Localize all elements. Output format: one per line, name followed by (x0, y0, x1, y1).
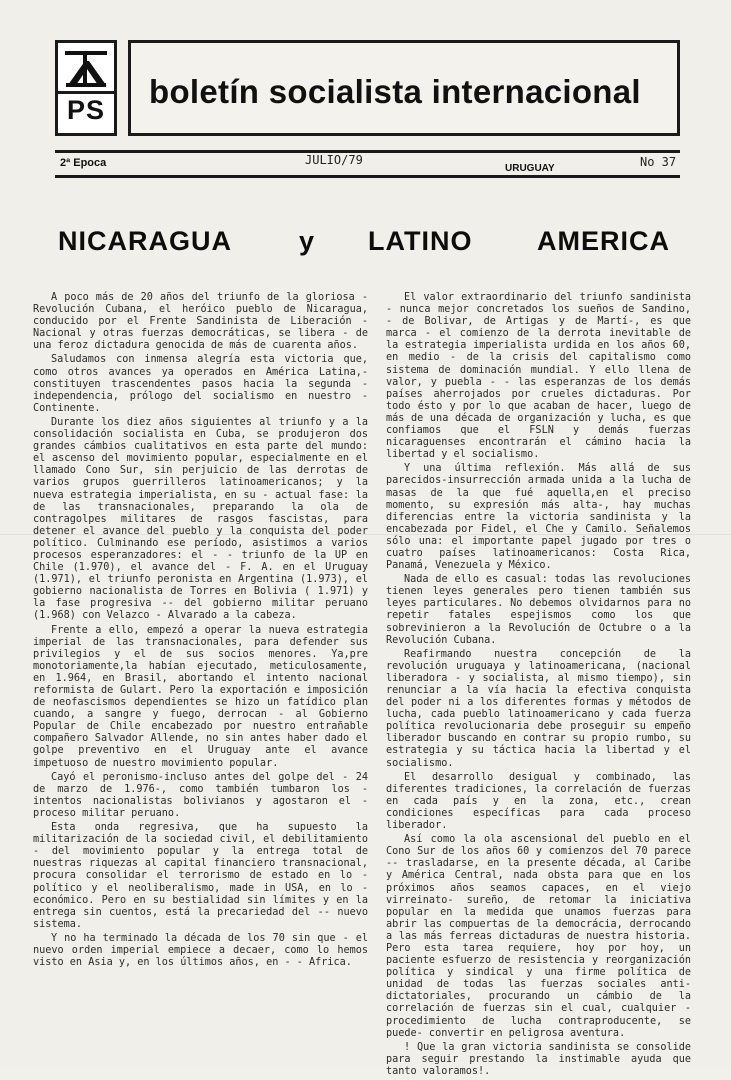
headline-word-america: AMERICA (537, 226, 670, 256)
article-column-right (386, 292, 691, 1080)
masthead-title-box (128, 40, 680, 136)
article-paragraph: Así como la ola ascensional del pueblo en el Cono Sur de los años 60 y comienzos del 70 parece -- trasladarse, en la presente década, al Caribe y América Central, nada obsta para que en los próximos años seamos capaces, en el viejo virreinato- sureño, de retomar la iniciativa popular en la medida que unamos fuerzas para abrir las compuertas de la democrácia, derrocando a las más ferreas dictaduras de nuestra historia. Pero esta tarea requiere, hoy por hoy, un paciente esfuerzo de resistencia y reorganización política y sindical y una firme política de unidad de todas las fuerzas sociales anti-dictatoriales, procurando un cámbio de la correlación de fuerzas sin el cual, cualquier - procedimiento de lucha contraproducente, se puede- convertir en peligrosa aventura. (386, 834, 691, 1039)
article-column-left (33, 292, 368, 971)
article-paragraph: Durante los diez años siguientes al triunfo y a la consolidación socialista en Cuba, se produjeron dos grandes cámbios cualitativos en esta parte del mundo: el ascenso del movimiento popular, especialmente en el llamado Cono Sur, sin perjuicio de las derrotas de varios grupos guerrilleros latinoamericanos; y la nueva estrategia imperialista, en su - actual fase: la de las transnacionales, preparando la ola de contragolpes militares de rasgos fascistas, para detener el avance del pueblo y la conquista del poder político. Culminando ese período, asistimos a varios procesos esperanzadores: el - - triunfo de la UP en Chile (1.970), el avance del - F. A. en el Uruguay (1.971), el triunfo peronista en Argentina (1.973), el gobierno nacionalista de Torres en Bolivia ( 1.971) y la fase progresiva -- del gobierno militar peruano (1.968) con Velazco - Alvarado a la cabeza. (33, 416, 368, 622)
headline-word-y: y (299, 226, 316, 256)
party-logo (55, 40, 117, 136)
headline-word-latino: LATINO (368, 226, 473, 256)
issue-country: URUGUAY (505, 163, 555, 174)
article-paragraph: Frente a ello, empezó a operar la nueva estrategia imperial de las transnacionales, para defender sus privilegios y el de sus socios menores. Ya,pre monotoriamente,la habían ejecutado, meticulosamente, en 1.964, en Brasil, abortando el intento nacional reformista de Gulart. Pero la exportación e imposición de neofascismos dependientes se hizo un fatídico plan cuando, a sangre y fuego, derrocan - al Gobierno Popular de Chile encabezado por nuestro entrañable compañero Salvador Allende, no sin antes haber dado el golpe preventivo en el Uruguay ante el avance impetuoso de nuestro movimiento popular. (33, 624, 368, 769)
article-paragraph: El valor extraordinario del triunfo sandinista - nunca mejor concretados los sueños de Sandino, - de Bolivar, de Artigas y de Martí-, es que marca - el comienzo de la derrota inevitable de la estrategia imperialista urdida en los años 60, en medio - de la crisis del capitalismo como sistema de dominación mundial. Y ello llena de valor, y puebla - - las esperanzas de los demás países aherrojados por crueles dictaduras. Por todo ésto y por lo que acaban de hacer, luego de más de una década de organización y lucha, es que confiamos que el FSLN y demás fuerzas nicaraguenses encontrarán el cámino hacia la libertad y el socialismo. (386, 292, 691, 461)
masthead-rule-top (55, 150, 680, 153)
logo-divider (58, 91, 114, 94)
article-paragraph: Y no ha terminado la década de los 70 sin que - el nuevo orden imperial empiece a decaer, como lo hemos visto en Asia y, en los últimos años, en - - Africa. (33, 932, 368, 969)
logo-text: PS (66, 95, 106, 125)
article-paragraph: A poco más de 20 años del triunfo de la gloriosa - Revolución Cubana, el heróico pueblo de Nicaragua, conducido por el Frente Sandinista de Liberación - Nacional y otras fuerzas democráticas, se libera - de una feroz dictadura genocida de más de cuarenta años. (33, 292, 368, 352)
article-paragraph: Saludamos con inmensa alegría esta victoria que, como otros avances ya operados en América Latina,- constituyen trascendentes pasos hacia la segunda - independencia, prólogo del socialismo en nuestro - Continente. (33, 354, 368, 414)
article-paragraph: Reafirmando nuestra concepción de la revolución uruguaya y latinoamericana, (nacional liberadora - y socialista, al mismo tiempo), sin renunciar a la vía hacia la efectiva conquista del poder ni a los diferentes formas y métodos de lucha, cada pueblo latinoamericano y cada fuerza política revolucionaria debe proseguir su empeño liberador buscando en contrar su propio rumbo, su estrategia y su táctica hacia la libertad y el socialismo. (386, 648, 691, 769)
publication-title: boletín socialista internacional (149, 73, 641, 110)
masthead-rule-bottom (55, 175, 680, 178)
article-paragraph: Nada de ello es casual: todas las revoluciones tienen leyes generales pero tienen también sus leyes particulares. No debemos olvidarnos para no repetir fatales espejismos como los que sobrevinieron a la Revolución de Octubre o a la Revolución Cubana. (386, 574, 691, 646)
paper-fold-line (0, 534, 731, 535)
issue-number: No 37 (640, 155, 677, 169)
issue-date: JULIO/79 (305, 153, 363, 167)
article-paragraph: Esta onda regresiva, que ha supuesto la militarización de la sociedad civil, el debilitamiento - del movimiento popular y la entrega total de nuestras riquezas al capital financiero transnacional, procura consolidar el terrorismo de estado en lo - político y el neoliberalismo, made in USA, en lo - económico. Pero en su bestialidad sin límites y en la entrega sin cuentos, está la precariedad del -- nuevo sistema. (33, 822, 368, 930)
article-paragraph: ! Que la gran victoria sandinista se consolide para seguir prestando la instimable ayuda que tanto valoramos!. (386, 1041, 691, 1077)
article-paragraph: Y una última reflexión. Más allá de sus parecidos-insurrección armada unida a la lucha de masas de la que fué aquella,en el preciso momento, su expresión más alta-, hay muchas diferencias entre la victoria sandinista y la encabezada por Fidel, el Che y Camilo. Señalemos sólo una: el importante papel jugado por tres o cuatro países latinoamericanos: Costa Rica, Panamá, Venezuela y México. (386, 463, 691, 572)
party-emblem-icon (62, 47, 110, 89)
headline-word-nicaragua: NICARAGUA (58, 226, 232, 256)
article-paragraph: El desarrollo desigual y combinado, las diferentes tradiciones, la correlación de fuerzas en cada país y en la zona, etc., crean condiciones específicas para cada proceso liberador. (386, 771, 691, 832)
article-paragraph: Cayó el peronismo-incluso antes del golpe del - 24 de marzo de 1.976-, como también tumbaron los - intentos nacionalistas bolivianos y agostaron el - proceso militar peruano. (33, 771, 368, 819)
edition-epoch: 2ª Epoca (60, 157, 107, 169)
